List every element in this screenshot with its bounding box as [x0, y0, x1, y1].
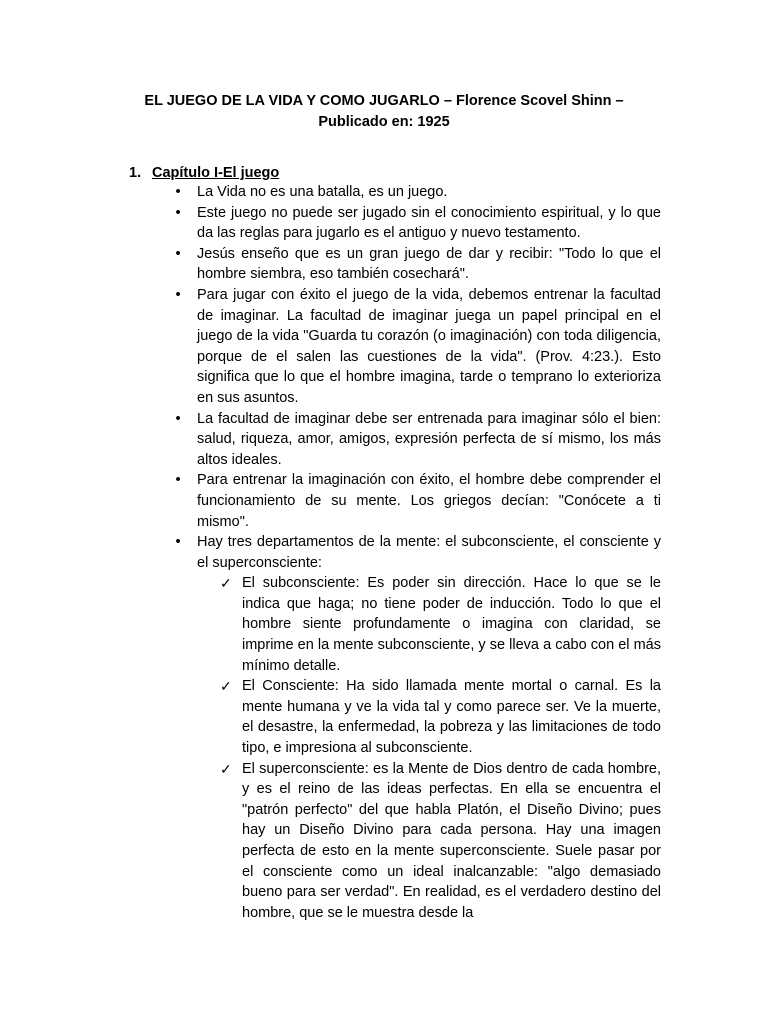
document-title — [100, 91, 668, 133]
bullet-icon: • — [175, 286, 181, 303]
checkmark-list — [197, 573, 661, 923]
list-item-text: La Vida no es una batalla, es un juego. — [197, 184, 448, 200]
list-item-text: La facultad de imaginar debe ser entrenada para imaginar sólo el bien: salud, riqueza, amor, amigos, expresión perfecta de sí mismo, los más altos ideales. — [197, 410, 661, 468]
list-item — [175, 285, 661, 409]
sub-list-item — [220, 573, 661, 676]
list-item-text: Este juego no puede ser jugado sin el conocimiento espiritual, y lo que da las reglas para jugarlo es el antiguo y nuevo testamento. — [197, 204, 661, 242]
title-line-2: Publicado en: 1925 — [318, 114, 450, 130]
list-item — [175, 244, 661, 285]
bullet-icon: • — [175, 184, 181, 200]
list-item — [175, 203, 661, 244]
bullet-icon: • — [175, 472, 181, 489]
list-item — [175, 409, 661, 471]
list-item — [175, 182, 661, 203]
chapter-heading — [129, 163, 279, 183]
sub-list-item-text: El subconsciente: Es poder sin dirección. Hace lo que se le indica que haga; no tiene poder de inducción. Todo lo que el hombre siente profundamente o imagina con claridad, se imprime en la mente subconsciente, y se lleva a cabo con el más mínimo detalle. — [242, 575, 661, 674]
sub-list-item-text: El superconsciente: es la Mente de Dios dentro de cada hombre, y es el reino de las ideas perfectas. En ella se encuentra el "patrón perfecto" del que habla Platón, el Diseño Divino; pues hay un Diseño Divino para cada persona. Hay una imagen perfecta de esto en la mente superconsciente. Suele pasar por el consciente como un ideal inalcanzable: "algo demasiado bueno para ser verdad". En realidad, es el verdadero destino del hombre, que se le muestra desde la — [242, 760, 661, 921]
chapter-number: 1. — [129, 165, 142, 181]
sub-list-item — [220, 676, 661, 758]
list-item — [175, 532, 661, 923]
checkmark-icon: ✓ — [220, 678, 232, 695]
list-item-text: Jesús enseño que es un gran juego de dar y recibir: "Todo lo que el hombre siembra, eso también cosechará". — [197, 245, 661, 283]
checkmark-icon: ✓ — [220, 575, 232, 592]
list-item-text: Para entrenar la imaginación con éxito, el hombre debe comprender el funcionamiento de su mente. Los griegos decían: "Conócete a ti mismo". — [197, 472, 661, 530]
sub-list-item — [220, 759, 661, 924]
chapter-label: Capítulo I-El juego — [152, 165, 280, 181]
bullet-icon: • — [175, 204, 181, 221]
bullet-icon: • — [175, 245, 181, 262]
sub-list-item-text: El Consciente: Ha sido llamada mente mortal o carnal. Es la mente humana y ve la vida tal y como parece ser. Ve la muerte, el desastre, la enfermedad, la pobreza y las limitaciones de todo tipo, e impresiona al subconsciente. — [242, 678, 661, 757]
bullet-list — [175, 182, 661, 923]
list-item-text: Hay tres departamentos de la mente: el subconsciente, el consciente y el superconsciente: — [197, 534, 661, 571]
list-item — [175, 470, 661, 532]
bullet-icon: • — [175, 410, 181, 427]
list-item-text: Para jugar con éxito el juego de la vida, debemos entrenar la facultad de imaginar. La facultad de imaginar juega un papel principal en el juego de la vida "Guarda tu corazón (o imaginación) con toda diligencia, porque de el salen las cuestiones de la vida". (Prov. 4:23.). Esto significa que lo que el hombre imagina, tarde o temprano lo exterioriza en sus asuntos. — [197, 286, 661, 406]
bullet-icon: • — [175, 534, 181, 551]
title-line-1: EL JUEGO DE LA VIDA Y COMO JUGARLO – Florence Scovel Shinn – — [144, 93, 624, 109]
checkmark-icon: ✓ — [220, 760, 232, 777]
